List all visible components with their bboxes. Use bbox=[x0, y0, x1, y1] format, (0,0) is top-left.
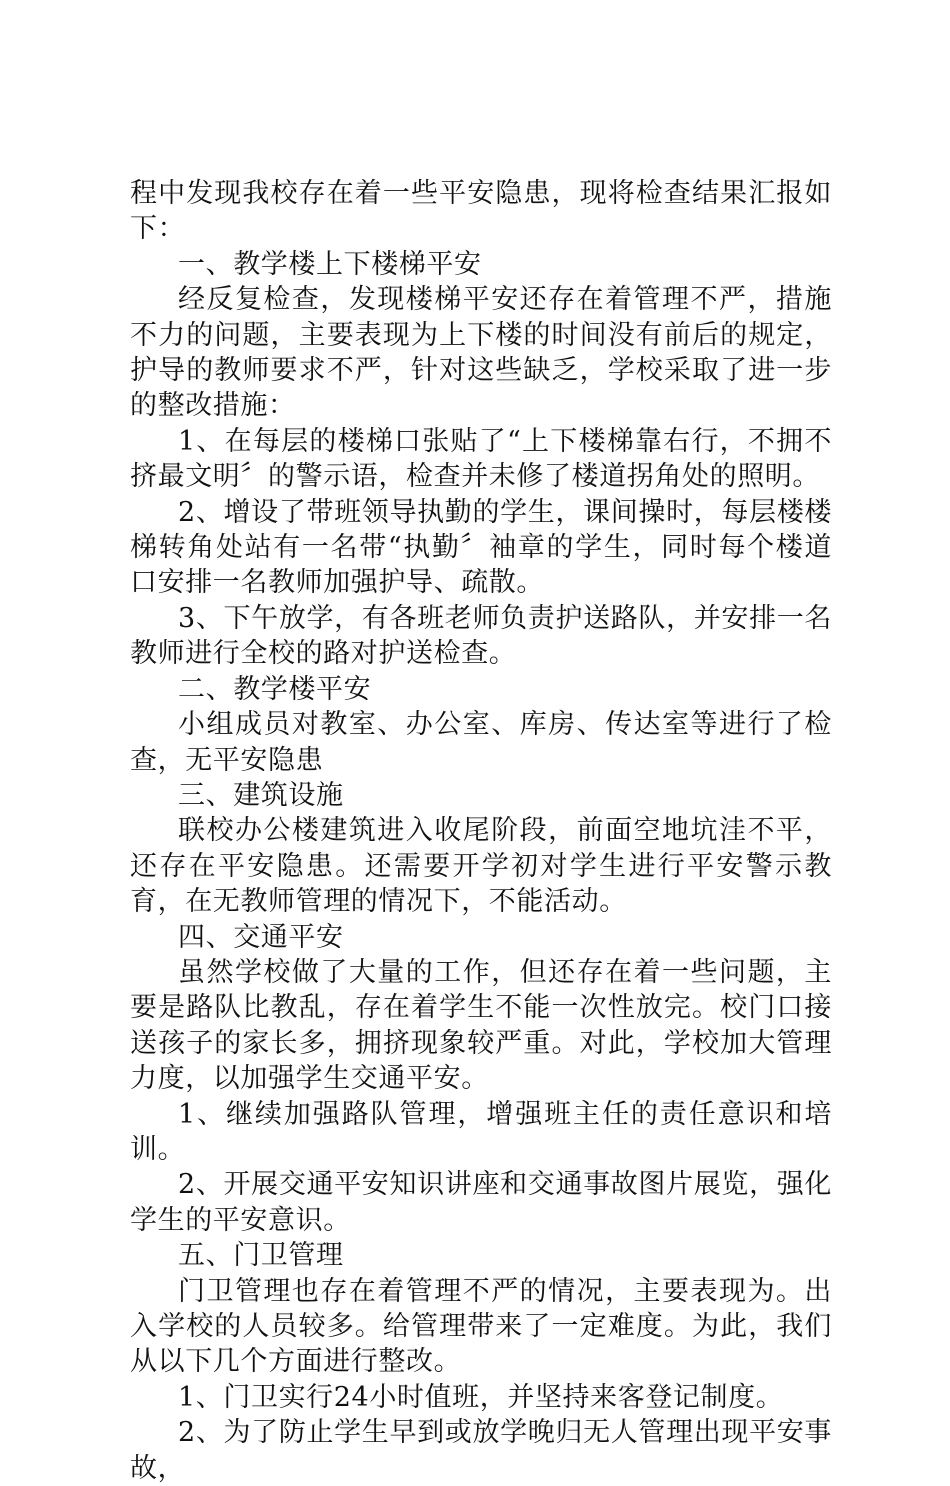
paragraph-intro-continuation: 程中发现我校存在着一些平安隐患，现将检查结果汇报如下： bbox=[130, 178, 832, 245]
section-heading-building-safety: 二、教学楼平安 bbox=[178, 673, 372, 705]
list-item-gate-1: 1、门卫实行24小时值班，并坚持来客登记制度。 bbox=[178, 1381, 784, 1413]
list-item-traffic-2: 2、开展交通平安知识讲座和交通事故图片展览，强化学生的平安意识。 bbox=[130, 1169, 832, 1236]
section-heading-stairs-safety: 一、教学楼上下楼梯平安 bbox=[178, 248, 482, 280]
document-body bbox=[130, 176, 832, 1486]
list-item-stairs-2: 2、增设了带班领导执勤的学生，课间操时，每层楼楼梯转角处站有一名带“执勤〞袖章的学生，同时每个楼道口安排一名教师加强护导、疏散。 bbox=[130, 496, 832, 599]
section-heading-construction: 三、建筑设施 bbox=[178, 779, 344, 811]
paragraph-stairs-findings: 经反复检查，发现楼梯平安还存在着管理不严，措施不力的问题，主要表现为上下楼的时间没有前后的规定，护导的教师要求不严，针对这些缺乏，学校采取了进一步的整改措施： bbox=[130, 284, 832, 422]
section-heading-traffic-safety: 四、交通平安 bbox=[178, 921, 344, 953]
section-heading-gate-management: 五、门卫管理 bbox=[178, 1240, 344, 1272]
list-item-traffic-1: 1、继续加强路队管理，增强班主任的责任意识和培训。 bbox=[130, 1098, 832, 1165]
paragraph-traffic-findings: 虽然学校做了大量的工作，但还存在着一些问题，主要是路队比教乱，存在着学生不能一次性放完。校门口接送孩子的家长多，拥挤现象较严重。对此，学校加大管理力度，以加强学生交通平安。 bbox=[130, 956, 832, 1095]
paragraph-construction-findings: 联校办公楼建筑进入收尾阶段，前面空地坑洼不平，还存在平安隐患。还需要开学初对学生进行平安警示教育，在无教师管理的情况下，不能活动。 bbox=[130, 815, 832, 918]
paragraph-building-findings: 小组成员对教室、办公室、库房、传达室等进行了检查，无平安隐患 bbox=[130, 709, 832, 776]
list-item-stairs-1: 1、在每层的楼梯口张贴了“上下楼梯靠右行，不拥不挤最文明〞的警示语，检查并未修了楼道拐角处的照明。 bbox=[130, 425, 832, 493]
paragraph-gate-findings: 门卫管理也存在着管理不严的情况，主要表现为。出入学校的人员较多。给管理带来了一定难度。为此，我们从以下几个方面进行整改。 bbox=[130, 1275, 832, 1378]
list-item-stairs-3: 3、下午放学，有各班老师负责护送路队，并安排一名教师进行全校的路对护送检查。 bbox=[130, 602, 832, 670]
list-item-gate-2: 2、为了防止学生早到或放学晚归无人管理出现平安事故， bbox=[130, 1417, 832, 1484]
